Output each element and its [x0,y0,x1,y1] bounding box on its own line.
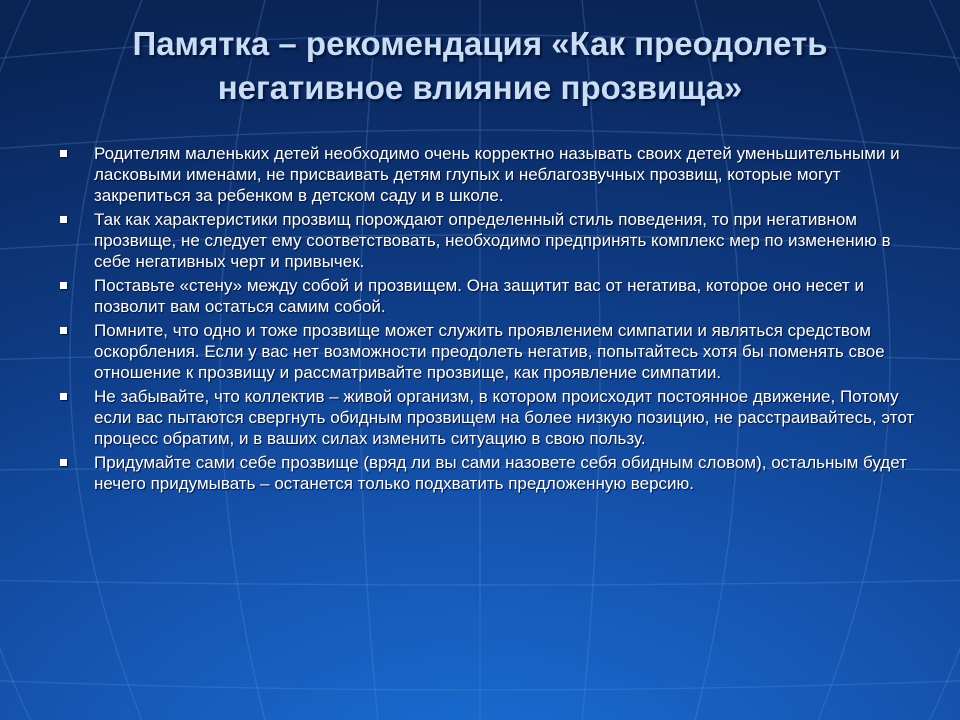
slide-title-line-2: негативное влияние прозвища» [217,69,743,106]
square-bullet-icon [60,327,67,334]
square-bullet-icon [60,216,67,223]
bullet-text: Родителям маленьких детей необходимо очень корректно называть своих детей уменьшительными и ласковыми именами, не присваивать детям глупых и неблагозвучных прозвищ, которые могут закрепиться за ребенком в детском саду и в школе. [94,144,900,205]
bullet-text: Помните, что одно и тоже прозвище может служить проявлением симпатии и являться средством оскорбления. Если у вас нет возможности преодолеть негатив, попытайтесь хотя бы поменять свое отношение к прозвищу и рассматривайте прозвище, как проявление симпатии. [94,321,885,382]
square-bullet-icon [60,150,67,157]
bullet-item [58,275,920,317]
bullet-item [58,452,920,494]
square-bullet-icon [60,459,67,466]
bullet-item [58,209,920,272]
bullet-item [58,320,920,383]
slide-title-line-1: Памятка – рекомендация «Как преодолеть [132,25,828,62]
bullet-text: Поставьте «стену» между собой и прозвищем. Она защитит вас от негатива, которое оно несет и позволит вам остаться самим собой. [94,276,864,316]
bullet-text: Не забывайте, что коллектив – живой организм, в котором происходит постоянное движение, Потому если вас пытаются свергнуть обидным прозвищем на более низкую позицию, не расстраивайтесь, этот процесс обратим, и в ваших силах изменить ситуацию в свою пользу. [94,387,915,448]
bullet-item [58,386,920,449]
slide-title [40,22,920,110]
bullet-list [58,143,920,497]
bullet-text: Придумайте сами себе прозвище (вряд ли вы сами назовете себя обидным словом), остальным будет нечего придумывать – останется только подхватить предложенную версию. [94,453,907,493]
square-bullet-icon [60,393,67,400]
bullet-item [58,143,920,206]
square-bullet-icon [60,282,67,289]
bullet-text: Так как характеристики прозвищ порождают определенный стиль поведения, то при негативном прозвище, не следует ему соответствовать, необходимо предпринять комплекс мер по изменению в себе негативных черт и привычек. [94,210,891,271]
